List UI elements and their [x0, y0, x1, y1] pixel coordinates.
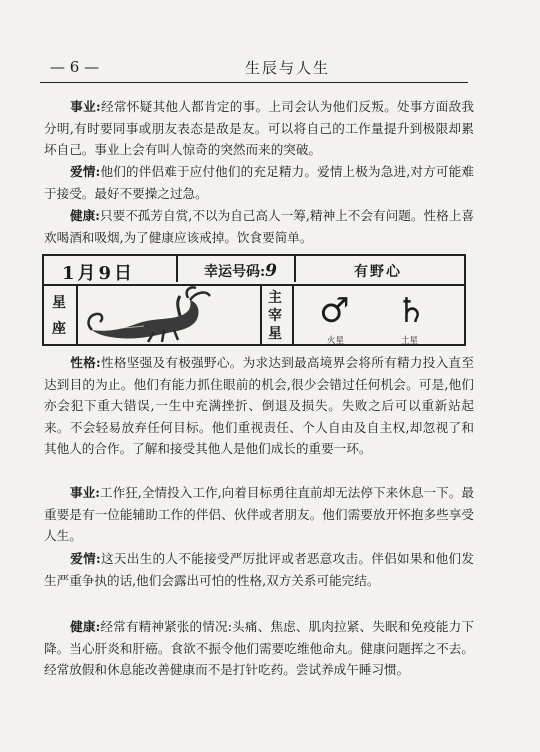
- love-paragraph-bottom: [44, 548, 474, 591]
- love-text: 他们的伴侣难于应付他们的充足精力。爱情上极为急进,对方可能难于接受。最好不要操之过急。: [44, 164, 474, 201]
- running-title: 生辰与人生: [245, 59, 331, 77]
- career-paragraph-bottom: [44, 482, 474, 547]
- mars-icon: ♂: [319, 291, 350, 331]
- capricorn-icon: [84, 286, 224, 344]
- zodiac-header-row: [44, 256, 464, 286]
- ruler-label: 主宰星: [268, 290, 282, 342]
- career-text: 工作狂,全情投入工作,向着目标勇往直前却无法停下来休息一下。最重要是有一位能辅助工作的伴侣、伙伴或者朋友。他们需要放开怀抱多些享受人生。: [44, 485, 474, 543]
- divider: [292, 284, 294, 344]
- sign-label-star: 星: [52, 295, 66, 311]
- health-label: 健康:: [70, 619, 101, 634]
- lucky-number: 幸运号码:9: [204, 261, 278, 281]
- birth-date: 1月9日: [62, 263, 136, 284]
- career-label: 事业:: [70, 99, 101, 114]
- career-label: 事业:: [70, 485, 100, 500]
- planet-name-mars: 火星: [327, 336, 345, 346]
- page-header: [40, 56, 468, 83]
- career-text: 经常怀疑其他人都肯定的事。上司会认为他们反叛。处事方面敌我分明,有时要同事或朋友表态是敌是友。可以将自己的工作量提升到极限却累坏自己。事业上会有叫人惊奇的突然而来的突破。: [44, 99, 475, 157]
- love-paragraph-top: [44, 161, 474, 204]
- health-paragraph-top: [44, 205, 474, 248]
- planet-name-saturn: 土星: [401, 336, 419, 346]
- personality-text: 性格坚强及有极强野心。为求达到最高境界会将所有精力投入直至达到目的为止。他们有能力抓住眼前的机会,很少会错过任何机会。可是,他们亦会犯下重大错误,一生中充满挫折、倒退及损失。失败之后可以重新站起来。不会轻易放弃任何目标。他们重视责任、个人自由及自主权,却忽视了和其他人的合作。了解和接受其他人是他们成长的重要一环。: [44, 355, 475, 456]
- divider: [294, 256, 296, 282]
- page-number: — 6 —: [50, 58, 100, 76]
- zodiac-info-box: [42, 254, 466, 346]
- divider: [76, 284, 78, 344]
- personality-label: 性格:: [70, 355, 101, 370]
- divider: [176, 256, 178, 282]
- saturn-icon: ♄: [396, 291, 427, 331]
- health-paragraph-bottom: [44, 616, 474, 681]
- love-label: 爱情:: [70, 164, 101, 179]
- personality-trait: 有野心: [354, 264, 402, 280]
- love-label: 爱情:: [70, 551, 101, 566]
- divider: [260, 284, 262, 344]
- love-text: 这天出生的人不能接受严厉批评或者恶意攻击。伴侣如果和他们发生严重争执的话,他们会露出可怕的性格,双方关系可能完结。: [44, 551, 475, 588]
- health-text: 只要不孤芳自赏,不以为自己高人一筹,精神上不会有问题。性格上喜欢喝酒和吸烟,为了健康应该戒掉。饮食要简单。: [44, 208, 474, 245]
- health-label: 健康:: [70, 208, 100, 223]
- career-paragraph-top: [44, 96, 474, 161]
- sign-label-seat: 座: [52, 321, 66, 337]
- personality-paragraph: [44, 352, 474, 460]
- health-text: 经常有精神紧张的情况:头痛、焦虑、肌肉拉紧、失眠和免疫能力下降。当心肝炎和肝癌。食欲不振令他们需要吃维他命丸。健康问题挥之不去。经常放假和休息能改善健康而不是打针吃药。尝试养成午睡习惯。: [44, 619, 474, 677]
